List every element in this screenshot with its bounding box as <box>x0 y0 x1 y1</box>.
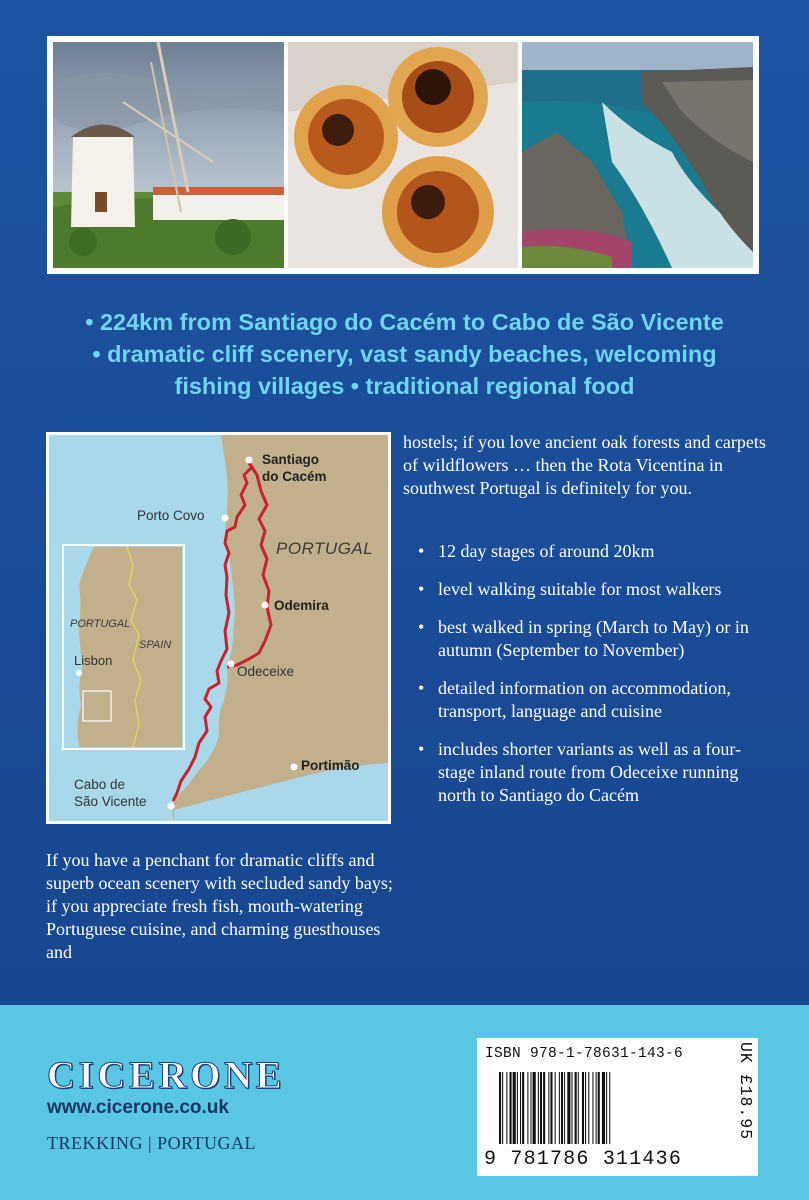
inset-label-portugal: PORTUGAL <box>70 618 131 630</box>
barcode-bar <box>510 1072 512 1144</box>
map-label-portimao: Portimão <box>301 758 360 773</box>
barcode-bar <box>531 1072 532 1144</box>
barcode-bar <box>606 1072 607 1144</box>
barcode-bar <box>517 1072 518 1144</box>
route-map <box>46 432 391 824</box>
windmill-photo <box>53 42 284 268</box>
barcode-bar <box>520 1072 521 1144</box>
cicerone-logo: CICERONE <box>47 1054 286 1097</box>
price-panel <box>731 1038 758 1176</box>
map-label-sao-vicente: São Vicente <box>74 794 147 809</box>
barcode-bar <box>564 1072 565 1144</box>
pastry-photo <box>288 42 518 268</box>
barcode-bar <box>567 1072 570 1144</box>
barcode-bar <box>502 1072 503 1144</box>
inset-label-lisbon: Lisbon <box>74 653 113 668</box>
barcode-bar <box>538 1072 539 1144</box>
barcode-bar <box>582 1072 584 1144</box>
headline-highlights <box>40 306 769 402</box>
map-label-do-cacem: do Cacém <box>262 469 327 484</box>
price-label: UK £18.95 <box>736 1042 755 1141</box>
barcode-bar <box>598 1072 600 1144</box>
barcode-bar <box>588 1072 589 1144</box>
barcode-bar <box>578 1072 579 1144</box>
headline-line-2: • dramatic cliff scenery, vast sandy beaches, welcoming <box>92 341 717 367</box>
map-label-odeceixe: Odeceixe <box>237 664 295 679</box>
barcode-bar <box>533 1072 536 1144</box>
inset-label-spain: SPAIN <box>139 639 172 651</box>
map-label-porto-covo: Porto Covo <box>137 508 205 523</box>
feature-item: • 12 day stages of around 20km <box>418 541 655 561</box>
barcode-bar <box>585 1072 586 1144</box>
photo-strip <box>47 36 759 274</box>
feature-item: • best walked in spring (March to May) or in autumn (September to November) <box>418 617 749 660</box>
publisher-website: www.cicerone.co.uk <box>47 1097 229 1118</box>
barcode-bar <box>575 1072 577 1144</box>
barcode-bar <box>527 1072 528 1144</box>
barcode-bar <box>559 1072 560 1144</box>
feature-list <box>418 540 778 822</box>
barcode-bar <box>499 1072 501 1144</box>
barcode-bar <box>543 1072 545 1144</box>
barcode-digits: 9 781786 311436 <box>484 1148 683 1171</box>
intro-text: If you have a penchant for dramatic cliffs and superb ocean scenery with secluded sandy bays; if you appreciate fresh fish, mouth-watering Portuguese cuisine, and charming guesthouses and <box>46 850 393 962</box>
isbn-number: ISBN 978-1-78631-143-6 <box>485 1046 684 1062</box>
barcode-bar <box>506 1072 507 1144</box>
feature-item: • includes shorter variants as well as a four-stage inland route from Odeceixe running north to Santiago do Cacém <box>418 739 742 805</box>
barcode-bar <box>592 1072 593 1144</box>
barcode-bar <box>602 1072 605 1144</box>
map-label-cabo-de: Cabo de <box>74 777 126 792</box>
intro-text-continued: hostels; if you love ancient oak forests and carpets of wildflowers … then the Rota Vicentina in southwest Portugal is definitely for you. <box>403 432 766 498</box>
feature-item: • level walking suitable for most walkers <box>418 579 722 599</box>
barcode-bar <box>555 1072 556 1144</box>
feature-item: • detailed information on accommodation, transport, language and cuisine <box>418 678 731 721</box>
barcode-bar <box>550 1072 552 1144</box>
map-label-odemira: Odemira <box>274 598 329 613</box>
barcode-bar <box>548 1072 549 1144</box>
barcode-bar <box>540 1072 542 1144</box>
barcode-panel <box>477 1038 758 1176</box>
headline-line-3: fishing villages • traditional regional food <box>174 373 635 399</box>
barcode-bar <box>596 1072 597 1144</box>
book-category: TREKKING | PORTUGAL <box>47 1133 257 1153</box>
barcode-bar <box>561 1072 563 1144</box>
barcode-bar <box>513 1072 516 1144</box>
headline-line-1: • 224km from Santiago do Cacém to Cabo de São Vicente <box>85 309 724 335</box>
map-label-portugal: PORTUGAL <box>276 539 374 558</box>
barcode-bar <box>522 1072 524 1144</box>
map-label-santiago: Santiago <box>262 452 320 467</box>
barcode-bar <box>609 1072 610 1144</box>
barcode-graphic <box>499 1072 704 1144</box>
barcode-bar <box>571 1072 572 1144</box>
cliff-photo <box>522 42 753 268</box>
